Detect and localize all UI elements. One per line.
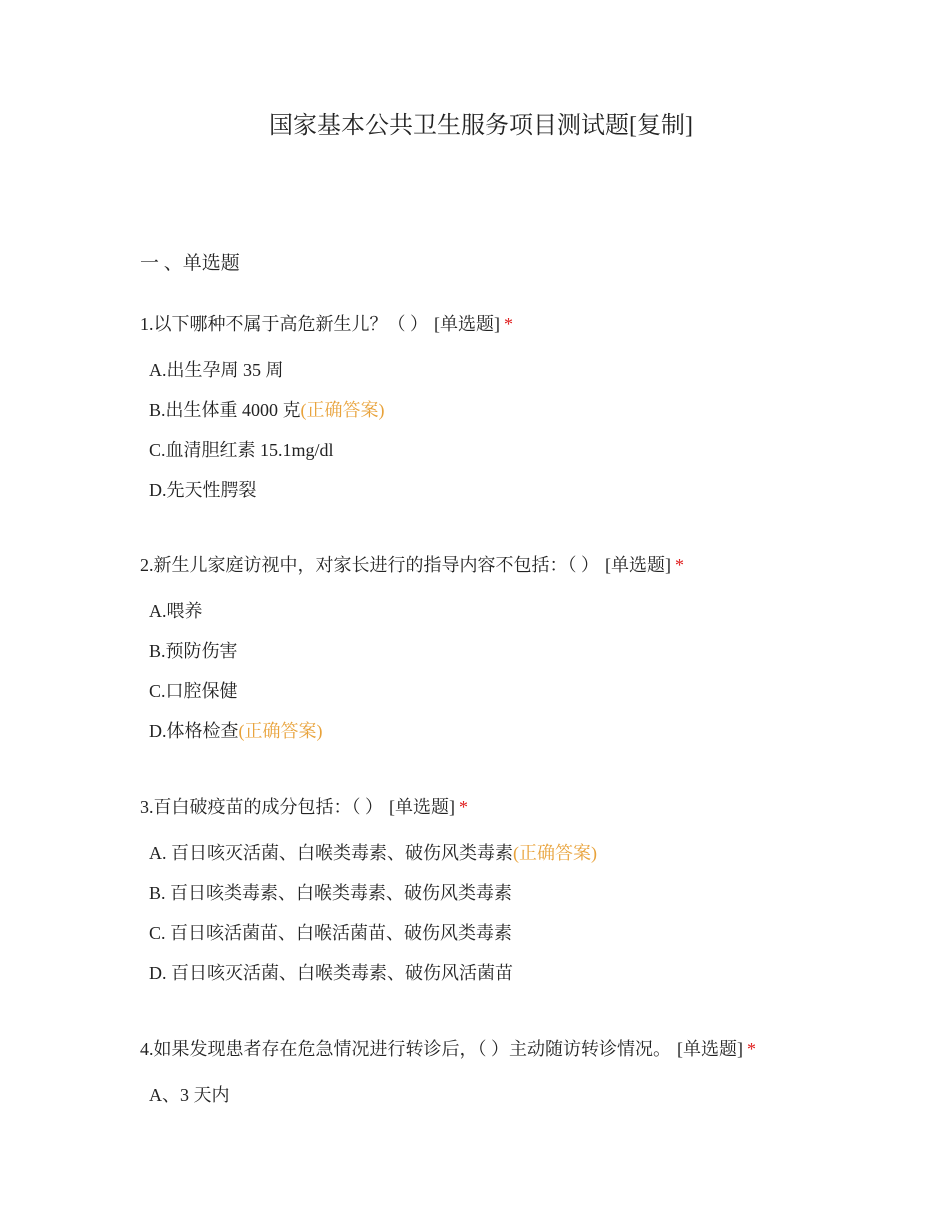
option-a: [149, 1083, 920, 1107]
question-1: [140, 312, 920, 518]
correct-answer-mark: (正确答案): [513, 843, 597, 863]
option-text: B.出生体重 4000 克: [149, 400, 301, 420]
option-text: A. 百日咳灭活菌、白喉类毒素、破伤风类毒素: [149, 843, 513, 863]
option-text: C.口腔保健: [149, 681, 238, 701]
option-list: [140, 841, 920, 985]
option-c: [149, 679, 920, 703]
option-text: B. 百日咳类毒素、白喉类毒素、破伤风类毒素: [149, 883, 513, 903]
question-text: 1.以下哪种不属于高危新生儿？（ ）: [140, 314, 428, 334]
option-b: [149, 881, 920, 905]
question-text: 3.百白破疫苗的成分包括：（ ）: [140, 797, 383, 817]
document-title: 国家基本公共卫生服务项目测试题[复制]: [269, 113, 693, 139]
option-list: [140, 599, 920, 743]
option-c: [149, 438, 920, 462]
option-list: [140, 358, 920, 502]
question-type-tag: [单选题]: [677, 1039, 743, 1059]
option-d: [149, 719, 920, 743]
option-d: [149, 478, 920, 502]
question-4: [140, 1037, 920, 1123]
required-marker: *: [459, 797, 468, 817]
option-text: C. 百日咳活菌苗、白喉活菌苗、破伤风类毒素: [149, 923, 513, 943]
correct-answer-mark: (正确答案): [238, 721, 323, 741]
option-text: D.体格检查: [149, 721, 239, 741]
question-2: [140, 553, 920, 759]
option-text: A、3 天内: [149, 1085, 230, 1105]
question-3: [140, 795, 920, 1001]
question-text: 4.如果发现患者存在危急情况进行转诊后，（ ）主动随访转诊情况。: [140, 1039, 671, 1059]
option-a: [149, 358, 920, 382]
option-b: [149, 398, 920, 422]
question-stem: [140, 312, 920, 336]
question-type-tag: [单选题]: [434, 314, 500, 334]
option-text: A.喂养: [149, 601, 203, 621]
option-a: [149, 841, 920, 865]
required-marker: *: [504, 314, 513, 334]
option-list: [140, 1083, 920, 1107]
option-d: [149, 961, 920, 985]
required-marker: *: [675, 555, 684, 575]
question-text: 2.新生儿家庭访视中，对家长进行的指导内容不包括：（ ）: [140, 555, 599, 575]
option-text: B.预防伤害: [149, 641, 238, 661]
question-type-tag: [单选题]: [605, 555, 671, 575]
question-type-tag: [单选题]: [389, 797, 455, 817]
option-c: [149, 921, 920, 945]
question-stem: [140, 795, 920, 819]
section-title: 一 、单选题: [140, 253, 240, 274]
option-text: C.血清胆红素 15.1mg/dl: [149, 440, 334, 460]
option-a: [149, 599, 920, 623]
option-text: A.出生孕周 35 周: [149, 360, 284, 380]
option-text: D. 百日咳灭活菌、白喉类毒素、破伤风活菌苗: [149, 963, 513, 983]
option-b: [149, 639, 920, 663]
question-stem: [140, 553, 920, 577]
required-marker: *: [747, 1039, 756, 1059]
correct-answer-mark: (正确答案): [300, 400, 385, 420]
option-text: D.先天性腭裂: [149, 480, 257, 500]
question-stem: [140, 1037, 920, 1061]
